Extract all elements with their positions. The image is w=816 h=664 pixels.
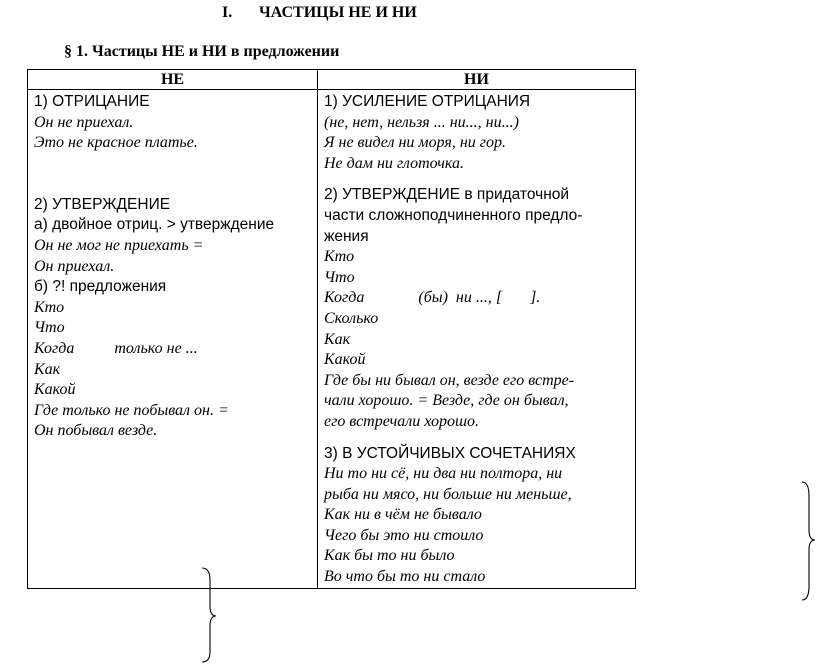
ni-idiom: рыба ни мясо, ни больше ни меньше, [324,485,572,503]
ni-question-word: Какой [324,351,366,369]
ni-column [318,90,636,589]
ni-affirmation-example: его встречали хорошо. [324,412,480,430]
table-header-row [28,70,636,90]
ne-negation-example: Это не красное платье. [34,134,198,152]
ne-sub-a: а) двойное отриц. > утверждение [34,216,275,234]
ni-when-line [324,288,629,309]
ni-intensification-example: (не, нет, нельзя ... ни..., ни...) [324,113,519,131]
ni-idiom: Как бы то ни было [324,547,455,565]
ni-affirmation-caps: 2) УТВЕРЖДЕНИЕ [324,186,461,204]
right-curly-brace [798,480,816,602]
heading-text: ЧАСТИЦЫ НЕ И НИ [259,4,417,21]
ne-when-note: только не ... [114,339,198,357]
ne-affirmation-title: 2) УТВЕРЖДЕНИЕ [34,195,171,213]
ni-affirmation-title [324,185,629,206]
ne-question-word: Кто [34,298,65,316]
ni-idiom: Во что бы то ни стало [324,568,486,586]
ni-when-note: (бы) ни ..., [ ]. [418,289,541,307]
ni-idiom: Как ни в чём не бывало [324,506,482,524]
header-ni: НИ [318,70,636,90]
ni-affirmation-example: Где бы ни бывал он, везде его встре- [324,371,575,389]
ne-sub-a-example: Он приехал. [34,257,115,275]
ni-question-word: Как [324,330,351,348]
ne-sub-a-example: Он не мог не приехать = [34,236,204,254]
header-ne: НЕ [28,70,318,90]
ne-when-line [34,339,311,360]
ni-question-word: Кто [324,248,355,266]
ni-intensification-example: Я не видел ни моря, ни гор. [324,134,507,152]
particles-table [27,69,636,589]
ne-when-word: Когда [34,339,75,357]
ne-question-word: Как [34,360,61,378]
ni-intensification-example: Не дам ни глоточка. [324,154,464,172]
ni-affirmation-title-line: части сложноподчиненного предло- [324,206,583,224]
ni-when-word: Когда [324,289,365,307]
ne-question-word: Какой [34,381,76,399]
ne-sub-b: б) ?! предложения [34,278,167,296]
ne-negation-title: 1) ОТРИЦАНИЕ [34,93,150,110]
ne-column [28,90,318,589]
ni-affirmation-rest: в придаточной [460,186,570,204]
ni-intensification-title: 1) УСИЛЕНИЕ ОТРИЦАНИЯ [324,93,531,110]
table-body-row [28,90,636,589]
ni-question-word: Что [324,268,355,286]
ne-final-example: Он побывал везде. [34,422,158,440]
ni-affirmation-title-line: жения [324,227,369,245]
left-curly-brace [198,566,218,664]
ne-question-word: Что [34,319,65,337]
ni-idioms-title: 3) В УСТОЙЧИВЫХ СОЧЕТАНИЯХ [324,444,576,462]
ni-idiom: Чего бы это ни стоило [324,526,484,544]
ni-affirmation-example: чали хорошо. = Везде, где он бывал, [324,392,569,410]
ni-idiom: Ни то ни сё, ни два ни полтора, ни [324,465,563,483]
heading-number: I. [222,4,233,21]
ne-negation-example: Он не приехал. [34,113,134,131]
ne-final-example: Где только не побывал он. = [34,401,229,419]
ni-question-word: Сколько [324,309,379,327]
section-title: § 1. Частицы НЕ и НИ в предложении [64,43,340,60]
